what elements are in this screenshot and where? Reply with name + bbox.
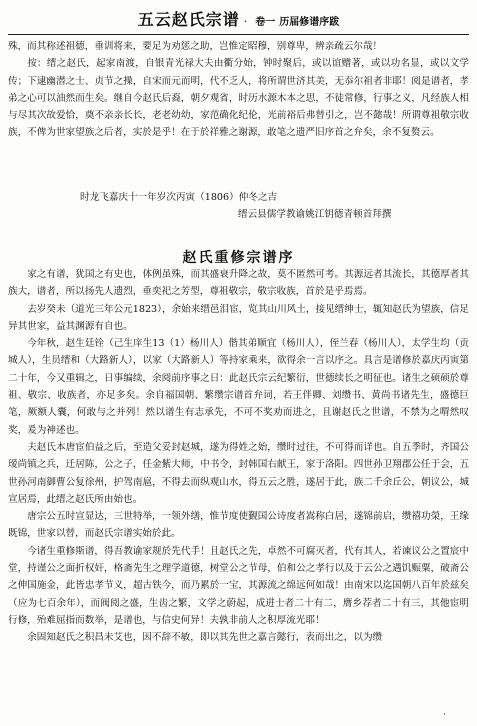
section-heading: 赵氏重修宗谱序 (182, 250, 295, 266)
new-preface-paragraph: 夫赵氏本唐宦伯益之后，至造父妥封赵城，遂为得姓之始，缵时过往，不可得而详也。自五季时，齐国公瑷尚镇之兵，迁居陈，公之子，任金紫大师，中书令，封韩国右献王，家于洛阳。四世孙卫翔郡公任于会，五世孙河南御曹公复徐州，护驾南扈，不得去而纵观山水，得五云之胜，遂居于此，族二千余丘公，朝议公，城宣居焉，此缙之赵氏所由始也。 (8, 441, 469, 505)
page-footer-mark: · (443, 710, 449, 720)
new-preface-paragraph: 家之有谱，犹国之有史也，体例虽殊，而其盛衰升降之故，莫不匿然可考。其源远者其流长，其德厚者其族大，谱者，所以扬先人遗烈，垂奕祀之芳型，尊祖敬宗，敬宗收族，首於是乎焉焉。 (8, 269, 469, 298)
new-preface-paragraph: 余固知赵氏之积昌未艾也，因不辞不敏，即以其先世之嘉言懿行，表而出之，以为缵 (27, 632, 383, 644)
new-preface-paragraph: 唐宗公五时宣显达，三世特举，一领外缮，惟节度使觐国公诗度者嵩称白居，遂锦前启，缵禧功榮，王缘既锦，世家以替，而赵氏宗谱实始於此。 (8, 511, 469, 540)
new-preface-body (8, 266, 469, 647)
old-preface-paragraph: 殊，而其称述祖德，垂训将来，要足为劝惩之助，岂惟定昭穆，别尊卑，辨亲疏云尔哉！ (8, 41, 383, 52)
new-preface-paragraph: 今诸生重修斯谱，得吾教谕家规於先代手！且赵氏之先，卓然不可腐灭者，代有其人，若谏议公之置宸中堂，持谨公之面折权奸，格斋先生之理学道德，树堂公之节母，伯和公之孝行以及于云公之遇饥赈粟，破斋公之伸国施金，此皆忠孝节义，超古铁今，而乃累於一宝，其源流之绵远何如哉！由南宋以迄国朝八百年於兹矣（应为七百余年），而阀阅之盛，生齿之繁，文学之蔚起，成进士者二十有二，膺乡荐者二十有三，其他宦明行修，殆难屈指而数举，是谱也，与信史何异！夫孰非前人之积厚流光耶！ (8, 545, 469, 626)
genealogy-title: 五云赵氏宗谱 (137, 10, 240, 29)
old-preface-body (8, 38, 469, 142)
old-preface-paragraph: 按：缙之赵氏，起家南渡，自银青光禄大夫由衢分始，钟时聚后，或以谊赠著，或以功名显，或以文学传；下逮幽潜之士、贞节之操，自宋而元而明，代不乏人，将所谓世济其美，无忝尔祖者非耶！阅是谱者，孝弟之心可以油然而生矣。继自今赵氏后裔，朝夕观省，时历水源木本之思，不徒常修，行事之义，凡经族人相与尽其次故爱恰，奠不亲亲长长，老老幼幼，家范确化纪伦，光前裕后弗替引之，岂不懿哉！所谓尊祖敬宗收族，不俾为世家望族之后者，实於是乎！在于於祥雅之谢源，敢笔之遗严旧序首之弁矣，余不复赘云。 (8, 58, 469, 139)
new-preface-paragraph: 今年秋，赵生廷铨（己生庠生13（1）杨川人）偕其弟顺宜（杨川人），侄兰春（杨川人），太学生均（贡城人），生员缙和（大路新人），以家（大路新人）等持家乘来，欲得余一言以序之。具言是谱修於嘉庆丙寅第二十年，今又重辑之，日事编续，余阅前序事之日：此赵氏宗云纪繁衍，世德续长之明征也。诸生之硕硕於尊祖、敬宗、收族者，亦足多矣。余自福国朝、繁缵宗谱首弁词，若王伴卿、刘缵书、黄尚书诸先生，盛德巨笔，厥额人囊，何敢与之并列！然以谱生有志承先，不可不奖劝而进之，且谢赵氏之世谱，不禁为之喟然叹奖，爰为神述也。 (8, 338, 469, 436)
header-separator: · (243, 15, 248, 28)
new-preface-paragraph: 去岁癸未（道光三年公元1823），余始来缙邑泪宦，览其山川风土，接见缙绅士，辄知赵氏为望族，信足异其世家，益其渊源有自也。 (8, 303, 469, 332)
running-header (0, 7, 477, 33)
header-divider (8, 34, 469, 35)
volume-label: 卷一 (255, 17, 276, 28)
chapter-label: 历届修谱序跋 (279, 17, 340, 28)
preface-author-line: 缙云县儒学教谕姚江钥德青顿首拜撰 (238, 209, 392, 220)
preface-date-line: 时龙飞嘉庆十一年岁次丙寅（1806）仲冬之吉 (80, 192, 278, 203)
